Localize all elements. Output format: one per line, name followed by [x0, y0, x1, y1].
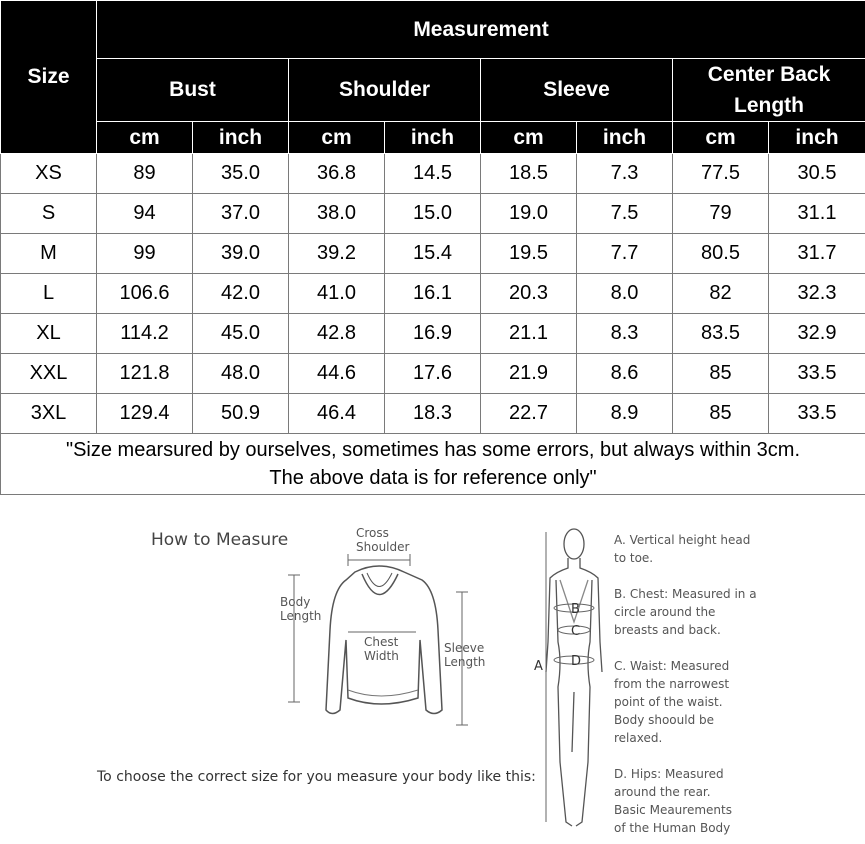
- table-row: [1, 154, 865, 194]
- table-row: [1, 274, 865, 314]
- value-cell: 7.5: [577, 194, 673, 234]
- marker-b: B: [571, 602, 580, 617]
- svg-text:Length: Length: [444, 655, 486, 669]
- value-cell: 33.5: [769, 394, 865, 434]
- table-row: [1, 394, 865, 434]
- value-cell: 8.3: [577, 314, 673, 354]
- size-cell: XS: [1, 154, 97, 194]
- value-cell: 45.0: [193, 314, 289, 354]
- value-cell: 17.6: [385, 354, 481, 394]
- svg-text:Length: Length: [280, 609, 322, 623]
- value-cell: 7.3: [577, 154, 673, 194]
- cross-shoulder-label: Cross: [356, 526, 389, 540]
- unit-header: cm: [673, 122, 769, 154]
- unit-header: cm: [97, 122, 193, 154]
- note-line-1: "Size mearsured by ourselves, sometimes has some errors, but always within 3cm.: [65, 439, 801, 461]
- value-cell: 30.5: [769, 154, 865, 194]
- marker-a: A: [534, 659, 543, 674]
- svg-text:Width: Width: [364, 649, 399, 663]
- instruction-text: To choose the correct size for you measure your body like this:: [97, 769, 536, 785]
- human-figure-icon: [546, 529, 602, 826]
- value-cell: 129.4: [97, 394, 193, 434]
- chest-width-label: Chest: [364, 635, 399, 649]
- table-row: [1, 234, 865, 274]
- size-cell: S: [1, 194, 97, 234]
- value-cell: 7.7: [577, 234, 673, 274]
- value-cell: 99: [97, 234, 193, 274]
- how-to-measure-title: How to Measure: [151, 530, 289, 550]
- sweater-diagram: [270, 520, 500, 735]
- table-row: [1, 354, 865, 394]
- value-cell: 21.9: [481, 354, 577, 394]
- value-cell: 89: [97, 154, 193, 194]
- table-row: [1, 314, 865, 354]
- value-cell: 42.8: [289, 314, 385, 354]
- description-c: C. Waist: Measured from the narrowest point of the waist. Body shoould be relaxed.: [614, 659, 730, 745]
- unit-header: cm: [289, 122, 385, 154]
- size-cell: L: [1, 274, 97, 314]
- value-cell: 8.6: [577, 354, 673, 394]
- shoulder-header: Shoulder: [289, 59, 481, 122]
- note-line-2: The above data is for reference only": [269, 467, 597, 489]
- value-cell: 83.5: [673, 314, 769, 354]
- description-b: B. Chest: Measured in a circle around the breasts and back.: [614, 587, 757, 637]
- value-cell: 48.0: [193, 354, 289, 394]
- value-cell: 82: [673, 274, 769, 314]
- value-cell: 14.5: [385, 154, 481, 194]
- value-cell: 41.0: [289, 274, 385, 314]
- value-cell: 36.8: [289, 154, 385, 194]
- size-cell: M: [1, 234, 97, 274]
- marker-c: C: [571, 624, 581, 639]
- value-cell: 15.4: [385, 234, 481, 274]
- value-cell: 85: [673, 394, 769, 434]
- sleeve-header: Sleeve: [481, 59, 673, 122]
- center-back-length-header: Center Back Length: [673, 59, 865, 122]
- value-cell: 18.5: [481, 154, 577, 194]
- description-d: D. Hips: Measured around the rear. Basic Meaurements of the Human Body: [614, 767, 732, 835]
- value-cell: 121.8: [97, 354, 193, 394]
- value-cell: 44.6: [289, 354, 385, 394]
- value-cell: 33.5: [769, 354, 865, 394]
- value-cell: 15.0: [385, 194, 481, 234]
- value-cell: 31.1: [769, 194, 865, 234]
- value-cell: 19.5: [481, 234, 577, 274]
- value-cell: 22.7: [481, 394, 577, 434]
- size-cell: 3XL: [1, 394, 97, 434]
- value-cell: 50.9: [193, 394, 289, 434]
- unit-header: cm: [481, 122, 577, 154]
- value-cell: 42.0: [193, 274, 289, 314]
- value-cell: 35.0: [193, 154, 289, 194]
- disclaimer-note: [1, 434, 865, 495]
- bust-header: Bust: [97, 59, 289, 122]
- value-cell: 37.0: [193, 194, 289, 234]
- value-cell: 21.1: [481, 314, 577, 354]
- value-cell: 16.9: [385, 314, 481, 354]
- value-cell: 8.9: [577, 394, 673, 434]
- value-cell: 31.7: [769, 234, 865, 274]
- size-header: Size: [1, 1, 97, 154]
- sleeve-length-label: Sleeve: [444, 641, 485, 655]
- value-cell: 16.1: [385, 274, 481, 314]
- size-cell: XL: [1, 314, 97, 354]
- unit-header: inch: [769, 122, 865, 154]
- unit-header: inch: [193, 122, 289, 154]
- unit-header: inch: [385, 122, 481, 154]
- value-cell: 39.0: [193, 234, 289, 274]
- value-cell: 19.0: [481, 194, 577, 234]
- value-cell: 32.9: [769, 314, 865, 354]
- table-row: [1, 194, 865, 234]
- body-length-label: Body: [280, 595, 311, 609]
- value-cell: 114.2: [97, 314, 193, 354]
- value-cell: 85: [673, 354, 769, 394]
- value-cell: 77.5: [673, 154, 769, 194]
- svg-text:Shoulder: Shoulder: [356, 540, 410, 554]
- value-cell: 80.5: [673, 234, 769, 274]
- value-cell: 46.4: [289, 394, 385, 434]
- body-figure-diagram: [528, 522, 608, 842]
- value-cell: 20.3: [481, 274, 577, 314]
- value-cell: 8.0: [577, 274, 673, 314]
- value-cell: 32.3: [769, 274, 865, 314]
- description-a: A. Vertical height head to toe.: [614, 533, 751, 565]
- size-cell: XXL: [1, 354, 97, 394]
- value-cell: 94: [97, 194, 193, 234]
- marker-d: D: [571, 654, 582, 669]
- measurement-header: Measurement: [97, 1, 865, 59]
- value-cell: 38.0: [289, 194, 385, 234]
- value-cell: 18.3: [385, 394, 481, 434]
- value-cell: 106.6: [97, 274, 193, 314]
- value-cell: 79: [673, 194, 769, 234]
- value-cell: 39.2: [289, 234, 385, 274]
- size-rows: [1, 154, 865, 434]
- unit-header: inch: [577, 122, 673, 154]
